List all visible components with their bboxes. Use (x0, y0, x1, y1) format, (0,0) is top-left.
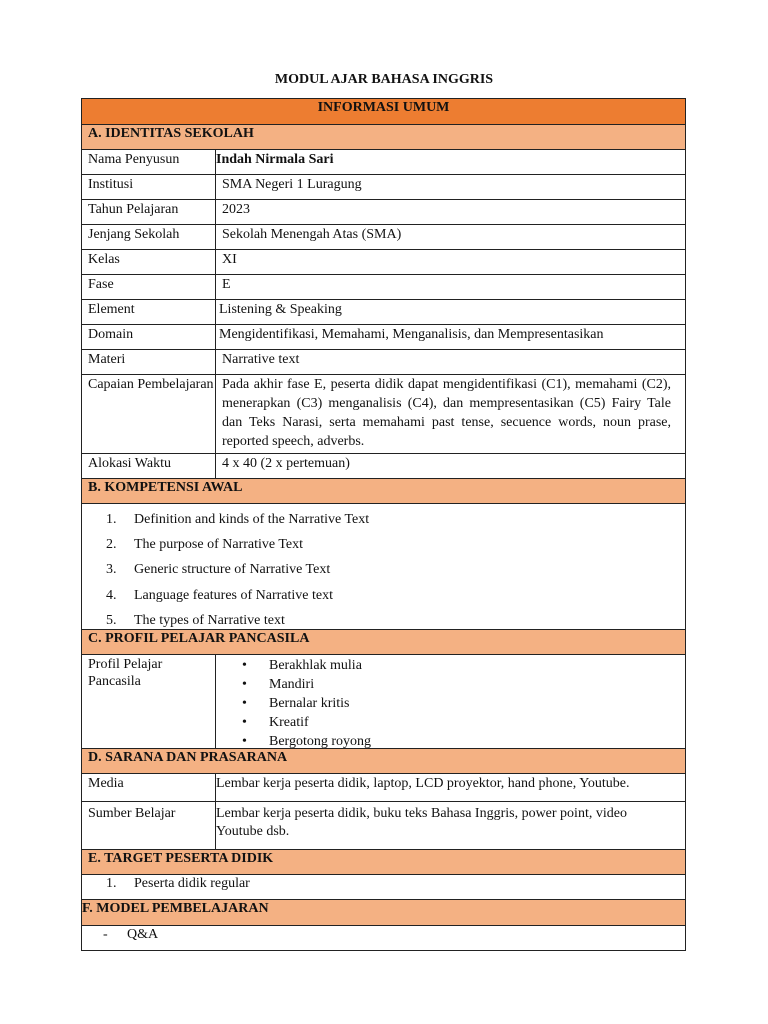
bullet-icon: • (242, 658, 247, 673)
column-divider (215, 225, 216, 249)
target-list (82, 875, 685, 900)
column-divider (215, 250, 216, 274)
identity-row (82, 200, 685, 225)
column-divider (215, 325, 216, 349)
item-text: The purpose of Narrative Text (134, 537, 304, 552)
info-header-row (82, 99, 685, 125)
bullet-icon: • (242, 677, 247, 692)
column-divider (215, 375, 216, 453)
section-f-header (82, 900, 685, 926)
profil-row (82, 655, 685, 749)
bullet-icon: • (242, 696, 247, 711)
identity-row (82, 250, 685, 275)
section-c-header (82, 630, 685, 655)
row-value: Pada akhir fase E, peserta didik dapat mengidentifikasi (C1), memahami (C2), menerapkan (C3) menganalisis (C4), dan mempresentasikan (C5) Fairy Tale dan Teks Narasi, serta memahami past tense, secuence words, noun prase, reported speech, adverbs. (222, 377, 671, 449)
item-number: 2. (106, 537, 117, 552)
row-label: Kelas (88, 252, 120, 267)
row-value: Narrative text (222, 352, 300, 367)
row-value: Lembar kerja peserta didik, laptop, LCD proyektor, hand phone, Youtube. (216, 776, 630, 791)
bullet-text: Bergotong royong (269, 734, 372, 749)
sarana-row (82, 774, 685, 802)
item-text: The types of Narrative text (134, 613, 285, 628)
column-divider (215, 200, 216, 224)
row-label: Materi (88, 352, 126, 367)
item-text: Peserta didik regular (134, 876, 250, 891)
row-label: Sumber Belajar (88, 806, 176, 821)
bullet-text: Berakhlak mulia (269, 658, 362, 673)
section-d-header (82, 749, 685, 774)
item-number: 4. (106, 588, 117, 603)
sarana-row (82, 802, 685, 850)
section-c-title: C. PROFIL PELAJAR PANCASILA (88, 631, 310, 646)
identity-row (82, 350, 685, 375)
row-value: XI (222, 252, 237, 267)
identity-row (82, 375, 685, 454)
item-number: 1. (106, 876, 117, 891)
row-value: Sekolah Menengah Atas (SMA) (222, 227, 402, 242)
item-number: 1. (106, 512, 117, 527)
row-label: Domain (88, 327, 134, 342)
kompetensi-list (82, 504, 685, 630)
item-text: Definition and kinds of the Narrative Text (134, 512, 370, 527)
row-value: Indah Nirmala Sari (216, 152, 334, 167)
model-list (82, 926, 685, 950)
row-label: Tahun Pelajaran (88, 202, 179, 217)
item-number: 5. (106, 613, 117, 628)
item-text: Language features of Narrative text (134, 588, 334, 603)
bullet-icon: • (242, 715, 247, 730)
row-label: Element (88, 302, 135, 317)
row-label: Nama Penyusun (88, 152, 180, 167)
row-value: Lembar kerja peserta didik, buku teks Bahasa Inggris, power point, video Youtube dsb. (216, 806, 627, 839)
identity-row (82, 275, 685, 300)
identity-row (82, 150, 685, 175)
bullet-text: Kreatif (269, 715, 309, 730)
row-label: Alokasi Waktu (88, 456, 171, 471)
row-label: Jenjang Sekolah (88, 227, 180, 242)
row-label: Capaian Pembelajaran (88, 377, 214, 392)
section-a-header (82, 125, 685, 150)
column-divider (215, 655, 216, 748)
module-table (81, 98, 686, 951)
item-text: Q&A (127, 927, 159, 942)
row-label: Institusi (88, 177, 134, 192)
bullet-text: Mandiri (269, 677, 315, 692)
row-value: Mengidentifikasi, Memahami, Menganalisis, dan Mempresentasikan (219, 327, 604, 342)
column-divider (215, 350, 216, 374)
row-value: 4 x 40 (2 x pertemuan) (222, 456, 350, 471)
row-value: 2023 (222, 202, 250, 217)
identity-row (82, 325, 685, 350)
section-e-header (82, 850, 685, 875)
section-a-title: A. IDENTITAS SEKOLAH (88, 126, 254, 141)
column-divider (215, 300, 216, 324)
row-label: Profil Pelajar Pancasila (88, 657, 163, 689)
column-divider (215, 175, 216, 199)
section-f-title: F. MODEL PEMBELAJARAN (82, 901, 269, 916)
info-header: INFORMASI UMUM (317, 100, 450, 115)
item-text: Generic structure of Narrative Text (134, 562, 331, 577)
item-number: 3. (106, 562, 117, 577)
section-e-title: E. TARGET PESERTA DIDIK (88, 851, 274, 866)
identity-row (82, 175, 685, 200)
row-label: Fase (88, 277, 114, 292)
identity-row (82, 300, 685, 325)
bullet-text: Bernalar kritis (269, 696, 350, 711)
row-value: Listening & Speaking (219, 302, 342, 317)
bullet-icon: • (242, 734, 247, 749)
column-divider (215, 275, 216, 299)
document-title: MODUL AJAR BAHASA INGGRIS (274, 72, 494, 87)
section-b-header (82, 479, 685, 504)
identity-row (82, 454, 685, 479)
row-label: Media (88, 776, 124, 791)
row-value: E (222, 277, 231, 292)
section-b-title: B. KOMPETENSI AWAL (88, 480, 243, 495)
row-value: SMA Negeri 1 Luragung (222, 177, 362, 192)
identity-row (82, 225, 685, 250)
dash-marker: - (103, 927, 108, 942)
section-d-title: D. SARANA DAN PRASARANA (88, 750, 288, 765)
column-divider (215, 454, 216, 478)
